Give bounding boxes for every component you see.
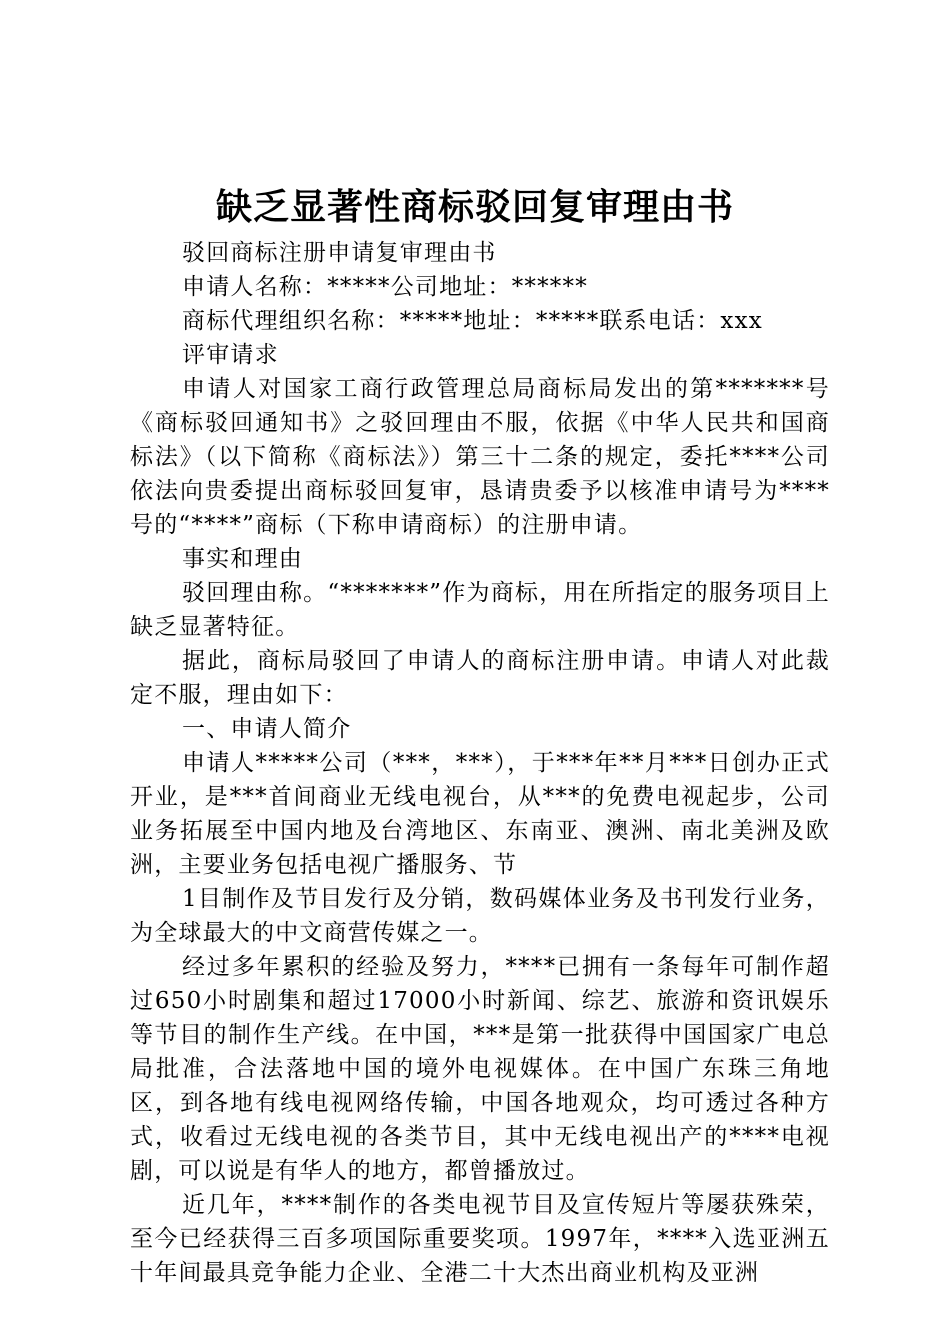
agent-info-paragraph: 商标代理组织名称：*****地址：*****联系电话：xxx — [182, 308, 763, 334]
request-paragraph: 申请人对国家工商行政管理总局商标局发出的第*******号《商标驳回通知书》之驳回理由不服，依据《中华人民共和国商标法》（以下简称《商标法》）第三十二条的规定，委托****公司依法向贵委提出商标驳回复审，恳请贵委予以核准申请号为****号的“****”商标（下称申请商标）的注册申请。 — [130, 376, 830, 538]
section-heading-request: 评审请求 — [182, 342, 279, 368]
business-paragraph: 1目制作及节目发行及分销，数码媒体业务及书刊发行业务，为全球最大的中文商营传媒之一。 — [130, 886, 830, 946]
subtitle-paragraph: 驳回商标注册申请复审理由书 — [182, 240, 497, 266]
awards-paragraph: 近几年，****制作的各类电视节目及宣传短片等屡获殊荣，至今已经获得三百多项国际重要奖项。1997年，****入选亚洲五十年间最具竞争能力企业、全港二十大杰出商业机构及亚洲 — [130, 1192, 830, 1286]
section-heading-facts: 事实和理由 — [182, 546, 303, 572]
applicant-intro-paragraph: 申请人*****公司（***，***），于***年**月***日创办正式开业，是***首间商业无线电视台，从***的免费电视起步，公司业务拓展至中国内地及台湾地区、东南亚、澳洲、南北美洲及欧洲，主要业务包括电视广播服务、节 — [130, 750, 830, 878]
document-title: 缺乏显著性商标驳回复审理由书 — [215, 187, 734, 228]
section-heading-applicant-intro: 一、申请人简介 — [182, 716, 352, 742]
rejection-reason-paragraph: 驳回理由称。“*******”作为商标，用在所指定的服务项目上缺乏显著特征。 — [130, 580, 830, 640]
production-paragraph: 经过多年累积的经验及努力，****已拥有一条每年可制作超过650小时剧集和超过17000小时新闻、综艺、旅游和资讯娱乐等节目的制作生产线。在中国，***是第一批获得中国国家广电总局批准，合法落地中国的境外电视媒体。在中国广东珠三角地区，到各地有线电视网络传输，中国各地观众，均可透过各种方式，收看过无线电视的各类节目，其中无线电视出产的****电视剧，可以说是有华人的地方，都曾播放过。 — [130, 954, 830, 1184]
objection-paragraph: 据此，商标局驳回了申请人的商标注册申请。申请人对此裁定不服，理由如下： — [130, 648, 830, 708]
applicant-info-paragraph: 申请人名称：*****公司地址：****** — [182, 274, 588, 300]
document-body — [130, 236, 830, 1290]
